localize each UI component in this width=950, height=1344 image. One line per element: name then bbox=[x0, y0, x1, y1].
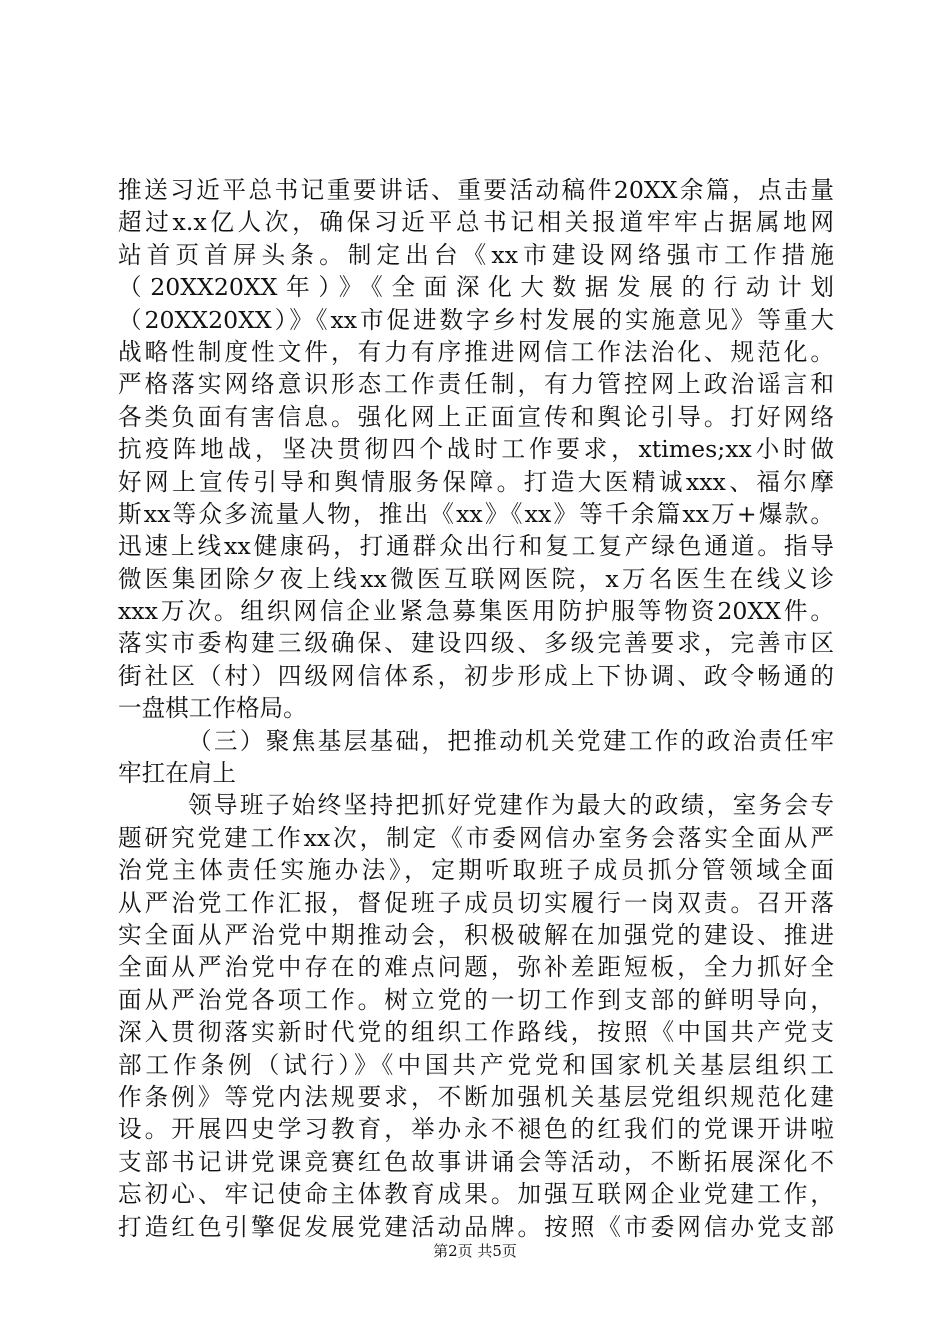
text-line: 一盘棋工作格局。 bbox=[118, 694, 307, 723]
text-line: 作条例》等党内法规要求，不断加强机关基层党组织规范化建 bbox=[118, 1082, 834, 1111]
text-line: 战略性制度性文件，有力有序推进网信工作法治化、规范化。 bbox=[118, 337, 834, 366]
text-line: 深入贯彻落实新时代党的组织工作路线，按照《中国共产党支 bbox=[118, 1018, 834, 1047]
text-line: 从严治党工作汇报，督促班子成员切实履行一岗双责。召开落 bbox=[118, 888, 834, 917]
text-line: 题研究党建工作xx次，制定《市委网信办室务会落实全面从严 bbox=[118, 823, 834, 852]
text-line: 忘初心、牢记使命主体教育成果。加强互联网企业党建工作， bbox=[118, 1180, 834, 1209]
text-line: 严格落实网络意识形态工作责任制，有力管控网上政治谣言和 bbox=[118, 370, 834, 399]
page-number-footer: 第2页 共5页 bbox=[433, 1242, 517, 1260]
text-line: 打造红色引擎促发展党建活动品牌。按照《市委网信办党支部 bbox=[118, 1212, 834, 1241]
text-line: 落实市委构建三级确保、建设四级、多级完善要求，完善市区 bbox=[118, 629, 834, 658]
document-body bbox=[118, 174, 834, 1243]
text-line: 面从严治党各项工作。树立党的一切工作到支部的鲜明导向， bbox=[118, 985, 834, 1014]
text-line: （20XX20XX）》《xx市促进数字乡村发展的实施意见》等重大 bbox=[118, 305, 834, 334]
text-line: 迅速上线xx健康码，打通群众出行和复工复产绿色通道。指导 bbox=[118, 532, 834, 561]
text-line: 超过x.x亿人次，确保习近平总书记相关报道牢牢占据属地网 bbox=[118, 208, 834, 237]
text-line: 站首页首屏头条。制定出台《xx市建设网络强市工作措施 bbox=[118, 240, 834, 269]
section-heading-line: 牢扛在肩上 bbox=[118, 759, 236, 788]
text-line: （20XX20XX年）》《全面深化大数据发展的行动计划 bbox=[118, 273, 834, 302]
text-line: xxx万次。组织网信企业紧急募集医用防护服等物资20XX件。 bbox=[118, 597, 834, 626]
text-line: 治党主体责任实施办法》，定期听取班子成员抓分管领域全面 bbox=[118, 856, 834, 885]
text-line: 微医集团除夕夜上线xx微医互联网医院，x万名医生在线义诊 bbox=[118, 564, 834, 593]
text-line: 各类负面有害信息。强化网上正面宣传和舆论引导。打好网络 bbox=[118, 402, 834, 431]
text-line: 支部书记讲党课竞赛红色故事讲诵会等活动，不断拓展深化不 bbox=[118, 1147, 834, 1176]
text-line: 设。开展四史学习教育，举办永不褪色的红我们的党课开讲啦 bbox=[118, 1115, 834, 1144]
text-line: 部工作条例（试行）》《中国共产党党和国家机关基层组织工 bbox=[118, 1050, 834, 1079]
text-line: 推送习近平总书记重要讲话、重要活动稿件20XX余篇，点击量 bbox=[118, 176, 834, 204]
text-line: 全面从严治党中存在的难点问题，弥补差距短板，全力抓好全 bbox=[118, 953, 834, 982]
text-line: 实全面从严治党中期推动会，积极破解在加强党的建设、推进 bbox=[118, 920, 834, 949]
text-line: 街社区（村）四级网信体系，初步形成上下协调、政令畅通的 bbox=[118, 661, 834, 690]
text-line: 抗疫阵地战，坚决贯彻四个战时工作要求，xtimes;xx小时做 bbox=[118, 435, 834, 464]
text-line: 领导班子始终坚持把抓好党建作为最大的政绩，室务会专 bbox=[188, 791, 834, 820]
section-heading-line: （三）聚焦基层基础，把推动机关党建工作的政治责任牢 bbox=[188, 726, 834, 755]
text-line: 斯xx等众多流量人物，推出《xx》《xx》等千余篇xx万+爆款。 bbox=[118, 499, 834, 528]
text-line: 好网上宣传引导和舆情服务保障。打造大医精诚xxx、福尔摩 bbox=[118, 467, 834, 496]
